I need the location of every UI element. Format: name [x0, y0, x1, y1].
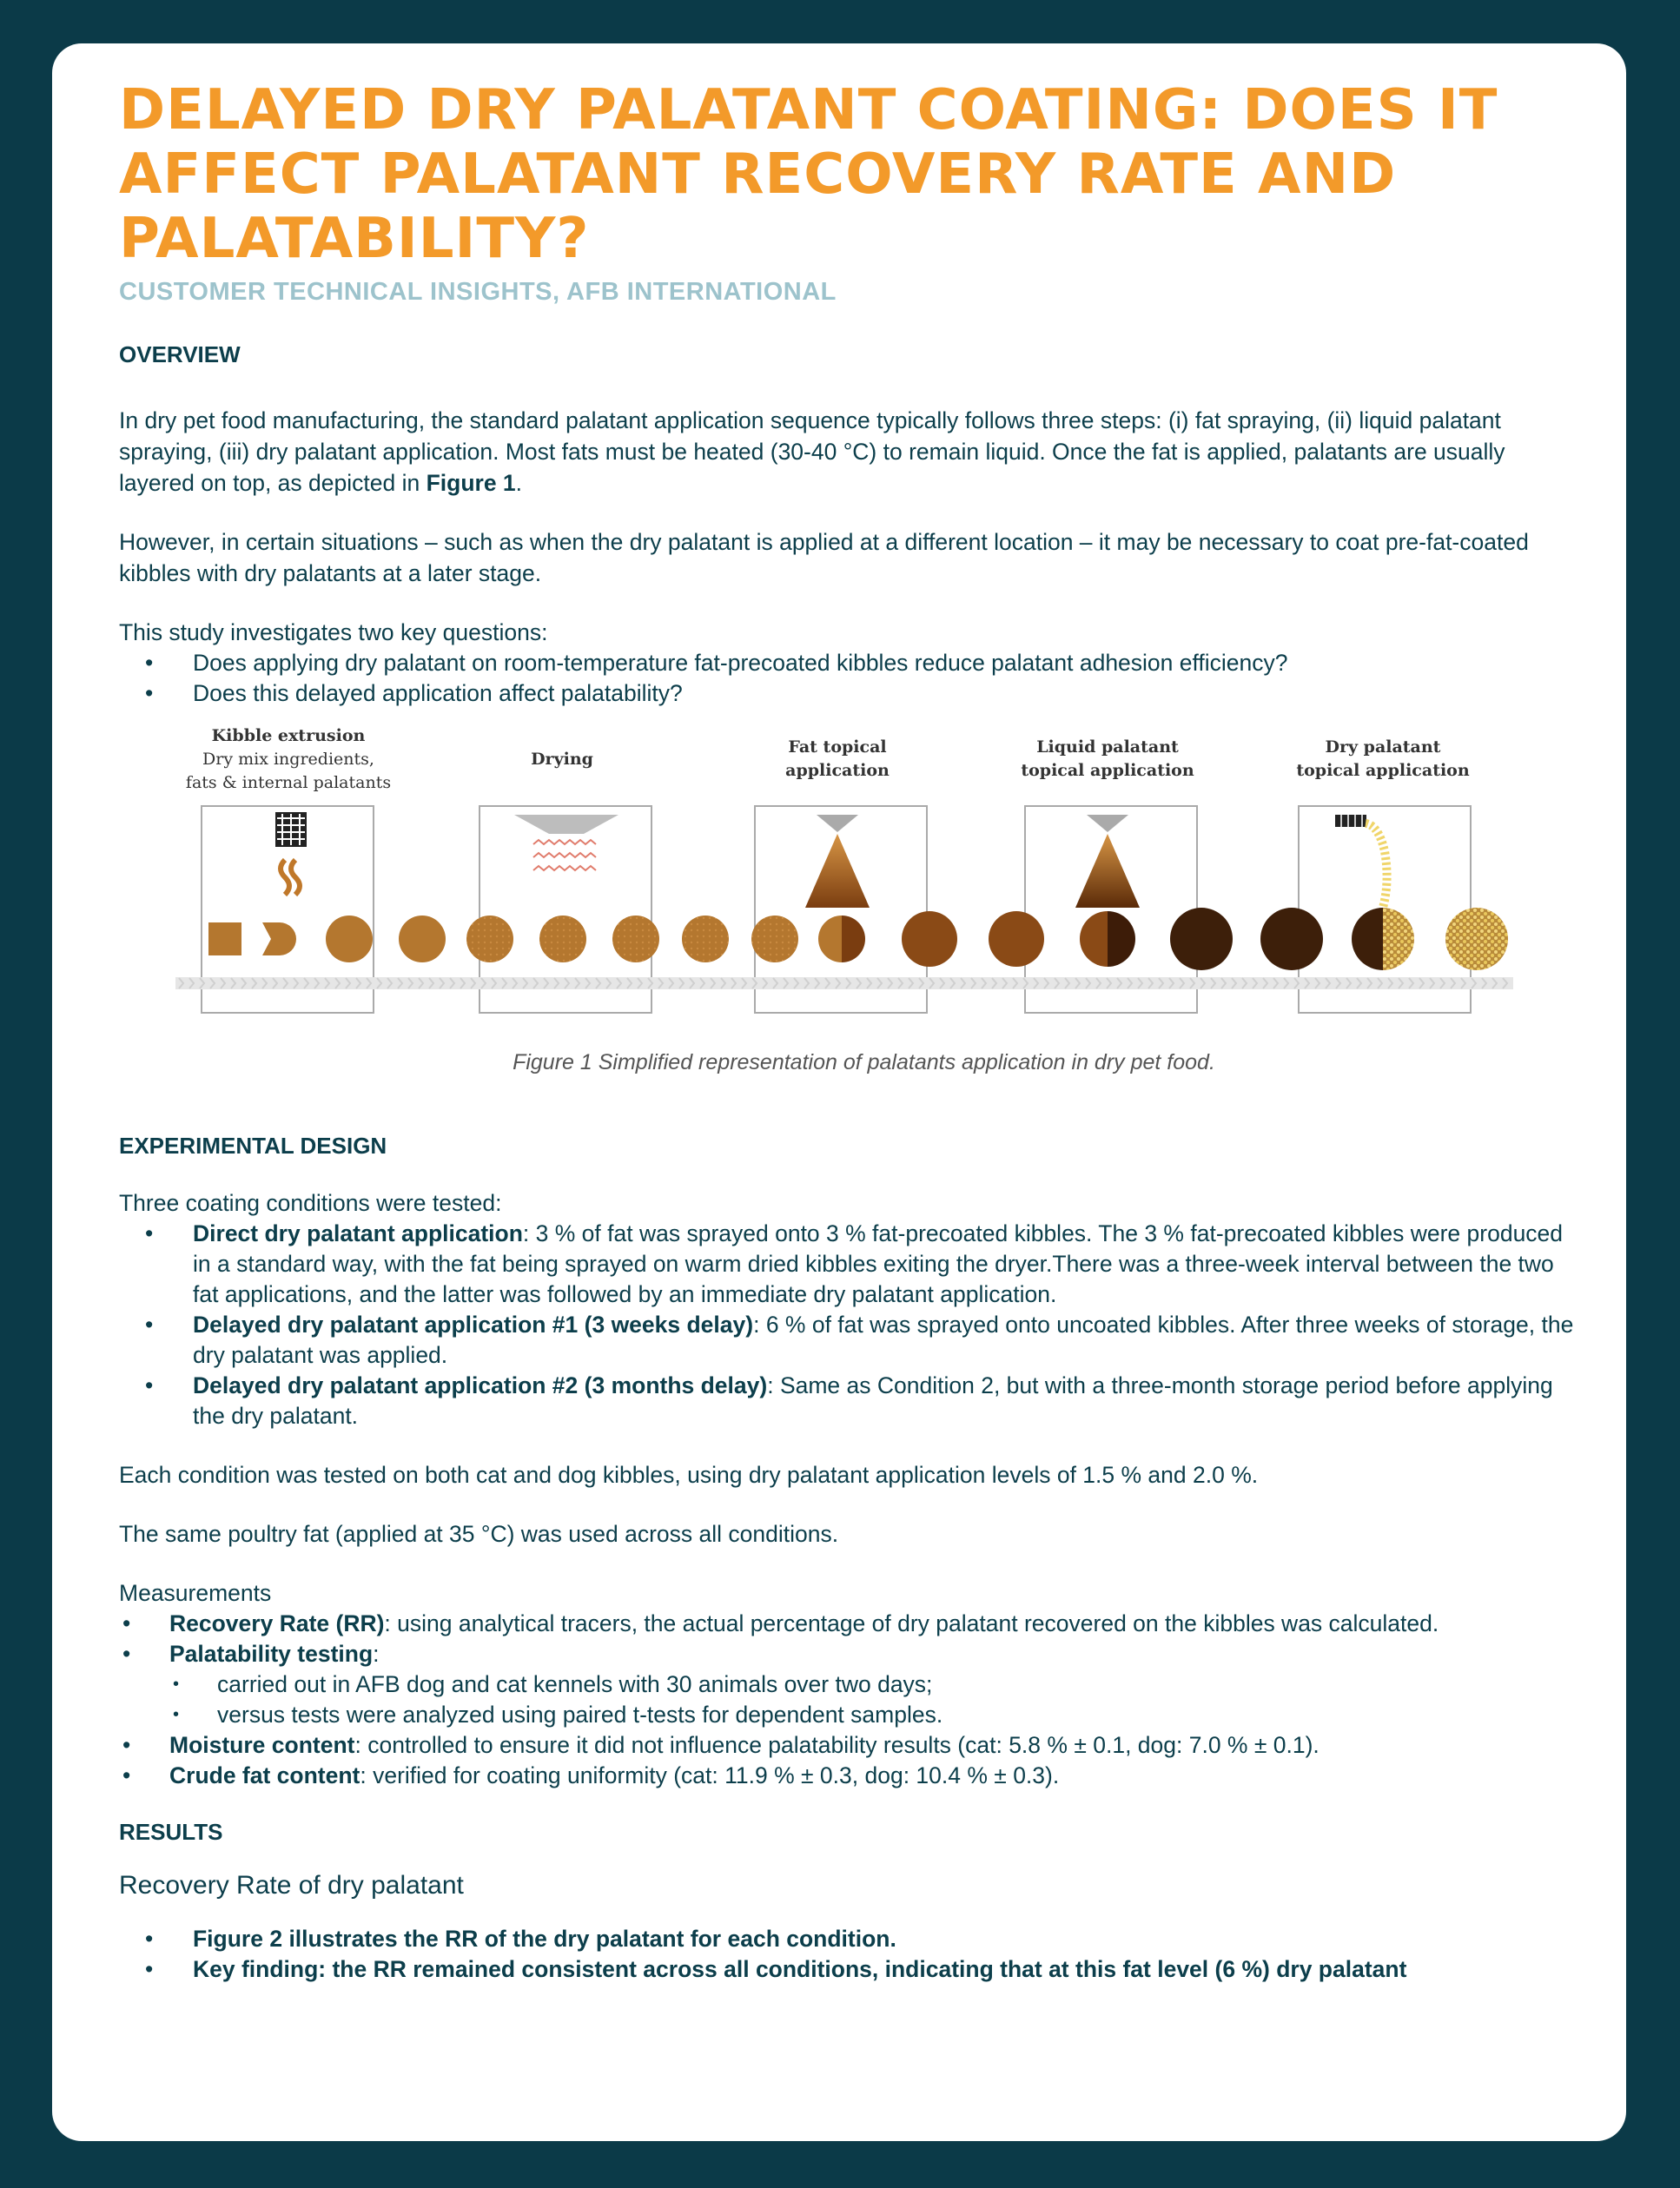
- overview-p1-text: In dry pet food manufacturing, the standard palatant application sequence typically follows three steps: (i) fat spraying, (ii) liquid palatant spraying, (iii) dry palatant application. Most fats must be heated (30-40 °C) to remain liquid. Once the fat is applied, palatants are usually layered on top, as depicted in: [119, 407, 1505, 496]
- overview-p1-end: .: [515, 470, 523, 496]
- kibble-half-liquid: [1080, 911, 1135, 967]
- overview-paragraph-1: [119, 405, 1578, 499]
- measurement-text: : controlled to ensure it did not influence palatability results (cat: 5.8 % ± 0.1, dog: 7.0 % ± 0.1).: [354, 1732, 1320, 1758]
- kibble-dry-coated: [1445, 908, 1508, 970]
- palatability-sub-item: • versus tests were analyzed using paired t-tests for dependent samples.: [119, 1700, 1578, 1730]
- figure-1-caption: Figure 1 Simplified representation of palatants application in dry pet food.: [513, 1050, 1215, 1074]
- document-content: [119, 78, 1578, 1985]
- results-heading: RESULTS: [119, 1819, 223, 1845]
- extruder-icon: [275, 812, 307, 895]
- figure1-reference: Figure 1: [426, 470, 516, 496]
- question-item: • Does this delayed application affect palatability?: [119, 678, 1578, 709]
- measurement-item: [119, 1609, 1578, 1639]
- stage-5-title: Dry palatant: [1325, 737, 1441, 757]
- stage-4-title: Liquid palatant: [1036, 737, 1179, 757]
- kibble: [612, 916, 659, 962]
- kibble: [682, 916, 729, 962]
- condition-text: : Same as Condition 2, but with a three-month storage period before applying the dry palatant.: [193, 1372, 1553, 1429]
- liquid-sprayer-icon: [1075, 815, 1140, 908]
- condition-text: : 3 % of fat was sprayed onto 3 % fat-precoated kibbles. The 3 % fat-precoated kibbles were produced in a standard way, with the fat being sprayed on warm dried kibbles exiting the dryer.There was a three-week interval between the two fat applications, and the latter was followed by an immediate dry palatant application.: [193, 1220, 1564, 1307]
- overview-heading: OVERVIEW: [119, 341, 241, 367]
- measurement-item: [119, 1730, 1578, 1761]
- palatability-sub-item: • carried out in AFB dog and cat kennels with 30 animals over two days;: [119, 1669, 1578, 1700]
- dry-palatant-doser-icon: [1335, 815, 1387, 908]
- question-item: • Does applying dry palatant on room-temperature fat-precoated kibbles reduce palatant adhesion efficiency?: [119, 648, 1578, 678]
- kibble-raw: [208, 922, 241, 955]
- kibble-fat-coated: [989, 911, 1044, 967]
- results-subheading: Recovery Rate of dry palatant: [119, 1871, 464, 1900]
- document-subtitle: CUSTOMER TECHNICAL INSIGHTS, AFB INTERNATIONAL: [119, 278, 837, 306]
- condition-title: Direct dry palatant application: [193, 1220, 523, 1246]
- document-page: [52, 43, 1626, 2141]
- stage-1-line-2: Dry mix ingredients,: [202, 750, 374, 769]
- kibble: [466, 916, 513, 962]
- overview-paragraph-3: This study investigates two key questions:: [119, 619, 548, 645]
- kibble-fat-coated: [902, 911, 957, 967]
- measurement-title: Moisture content: [169, 1732, 355, 1758]
- stage-1-title: Kibble extrusion: [211, 726, 366, 745]
- stage-3-title: Fat topical: [788, 737, 887, 757]
- results-item-bold: Key finding:: [193, 1956, 327, 1982]
- condition-item: [119, 1371, 1578, 1431]
- conditions-intro: Three coating conditions were tested:: [119, 1190, 502, 1216]
- kibble-shaping: [262, 922, 296, 955]
- document-title: DELAYED DRY PALATANT COATING: DOES IT AFFECT PALATANT RECOVERY RATE AND PALATABILITY?: [119, 78, 1498, 271]
- kibble: [399, 916, 446, 962]
- palatability-sub-list: [119, 1669, 1578, 1730]
- stage-4-line-2: topical application: [1021, 761, 1194, 780]
- measurement-item: [119, 1761, 1578, 1791]
- measurement-title: Recovery Rate (RR): [169, 1610, 385, 1636]
- measurement-text: : using analytical tracers, the actual percentage of dry palatant recovered on the kibbles was calculated.: [384, 1610, 1439, 1636]
- results-item-text: the RR remained consistent across all conditions, indicating that at this fat level (6 %) dry palatant: [326, 1956, 1407, 1982]
- stage-1-line-3: fats & internal palatants: [185, 773, 392, 792]
- stage-3-line-2: application: [785, 761, 890, 780]
- measurements-heading: Measurements: [119, 1580, 272, 1606]
- measurements-list-continued: [119, 1730, 1578, 1791]
- question-list: [119, 648, 1578, 709]
- measurement-title: Crude fat content: [169, 1762, 360, 1788]
- condition-title: Delayed dry palatant application #1 (3 weeks delay): [193, 1312, 754, 1338]
- conveyor-belt: [175, 978, 1513, 988]
- dryer-icon: [514, 815, 618, 870]
- condition-text: : 6 % of fat was sprayed onto uncoated kibbles. After three weeks of storage, the dry palatant was applied.: [193, 1312, 1574, 1368]
- results-item: [119, 1924, 1578, 1954]
- measurement-text: :: [373, 1641, 380, 1667]
- kibble-sequence: [208, 908, 1508, 970]
- measurement-title: Palatability testing: [169, 1641, 374, 1667]
- experimental-design-heading: EXPERIMENTAL DESIGN: [119, 1133, 387, 1159]
- figure-1: [167, 721, 1591, 1075]
- kibble-half-fat: [818, 916, 865, 962]
- kibble-liquid-coated: [1170, 908, 1233, 970]
- conditions-list: [119, 1219, 1578, 1431]
- kibble: [326, 916, 373, 962]
- kibble: [539, 916, 586, 962]
- results-item-bold: Figure 2 illustrates the RR of the dry palatant for each condition.: [193, 1926, 896, 1952]
- kibble: [751, 916, 798, 962]
- measurement-text: : verified for coating uniformity (cat: 11.9 % ± 0.3, dog: 10.4 % ± 0.3).: [360, 1762, 1060, 1788]
- stage-2-title: Drying: [531, 750, 593, 769]
- measurements-list: [119, 1609, 1578, 1669]
- results-item: [119, 1954, 1578, 1985]
- kibble-half-dry: [1352, 908, 1414, 970]
- condition-item: [119, 1219, 1578, 1310]
- fat-sprayer-icon: [805, 815, 870, 908]
- measurement-item: [119, 1639, 1578, 1669]
- results-list: [119, 1924, 1578, 1985]
- kibble-liquid-coated: [1260, 908, 1323, 970]
- condition-title: Delayed dry palatant application #2 (3 months delay): [193, 1372, 768, 1398]
- poultry-fat-paragraph: The same poultry fat (applied at 35 °C) was used across all conditions.: [119, 1521, 839, 1547]
- process-diagram: [167, 721, 1591, 1042]
- each-condition-paragraph: Each condition was tested on both cat and dog kibbles, using dry palatant application levels of 1.5 % and 2.0 %.: [119, 1462, 1259, 1488]
- stage-5-line-2: topical application: [1296, 761, 1470, 780]
- condition-item: [119, 1310, 1578, 1371]
- overview-paragraph-2: However, in certain situations – such as when the dry palatant is applied at a different location – it may be necessary to coat pre-fat-coated kibbles with dry palatants at a later stage.: [119, 529, 1529, 586]
